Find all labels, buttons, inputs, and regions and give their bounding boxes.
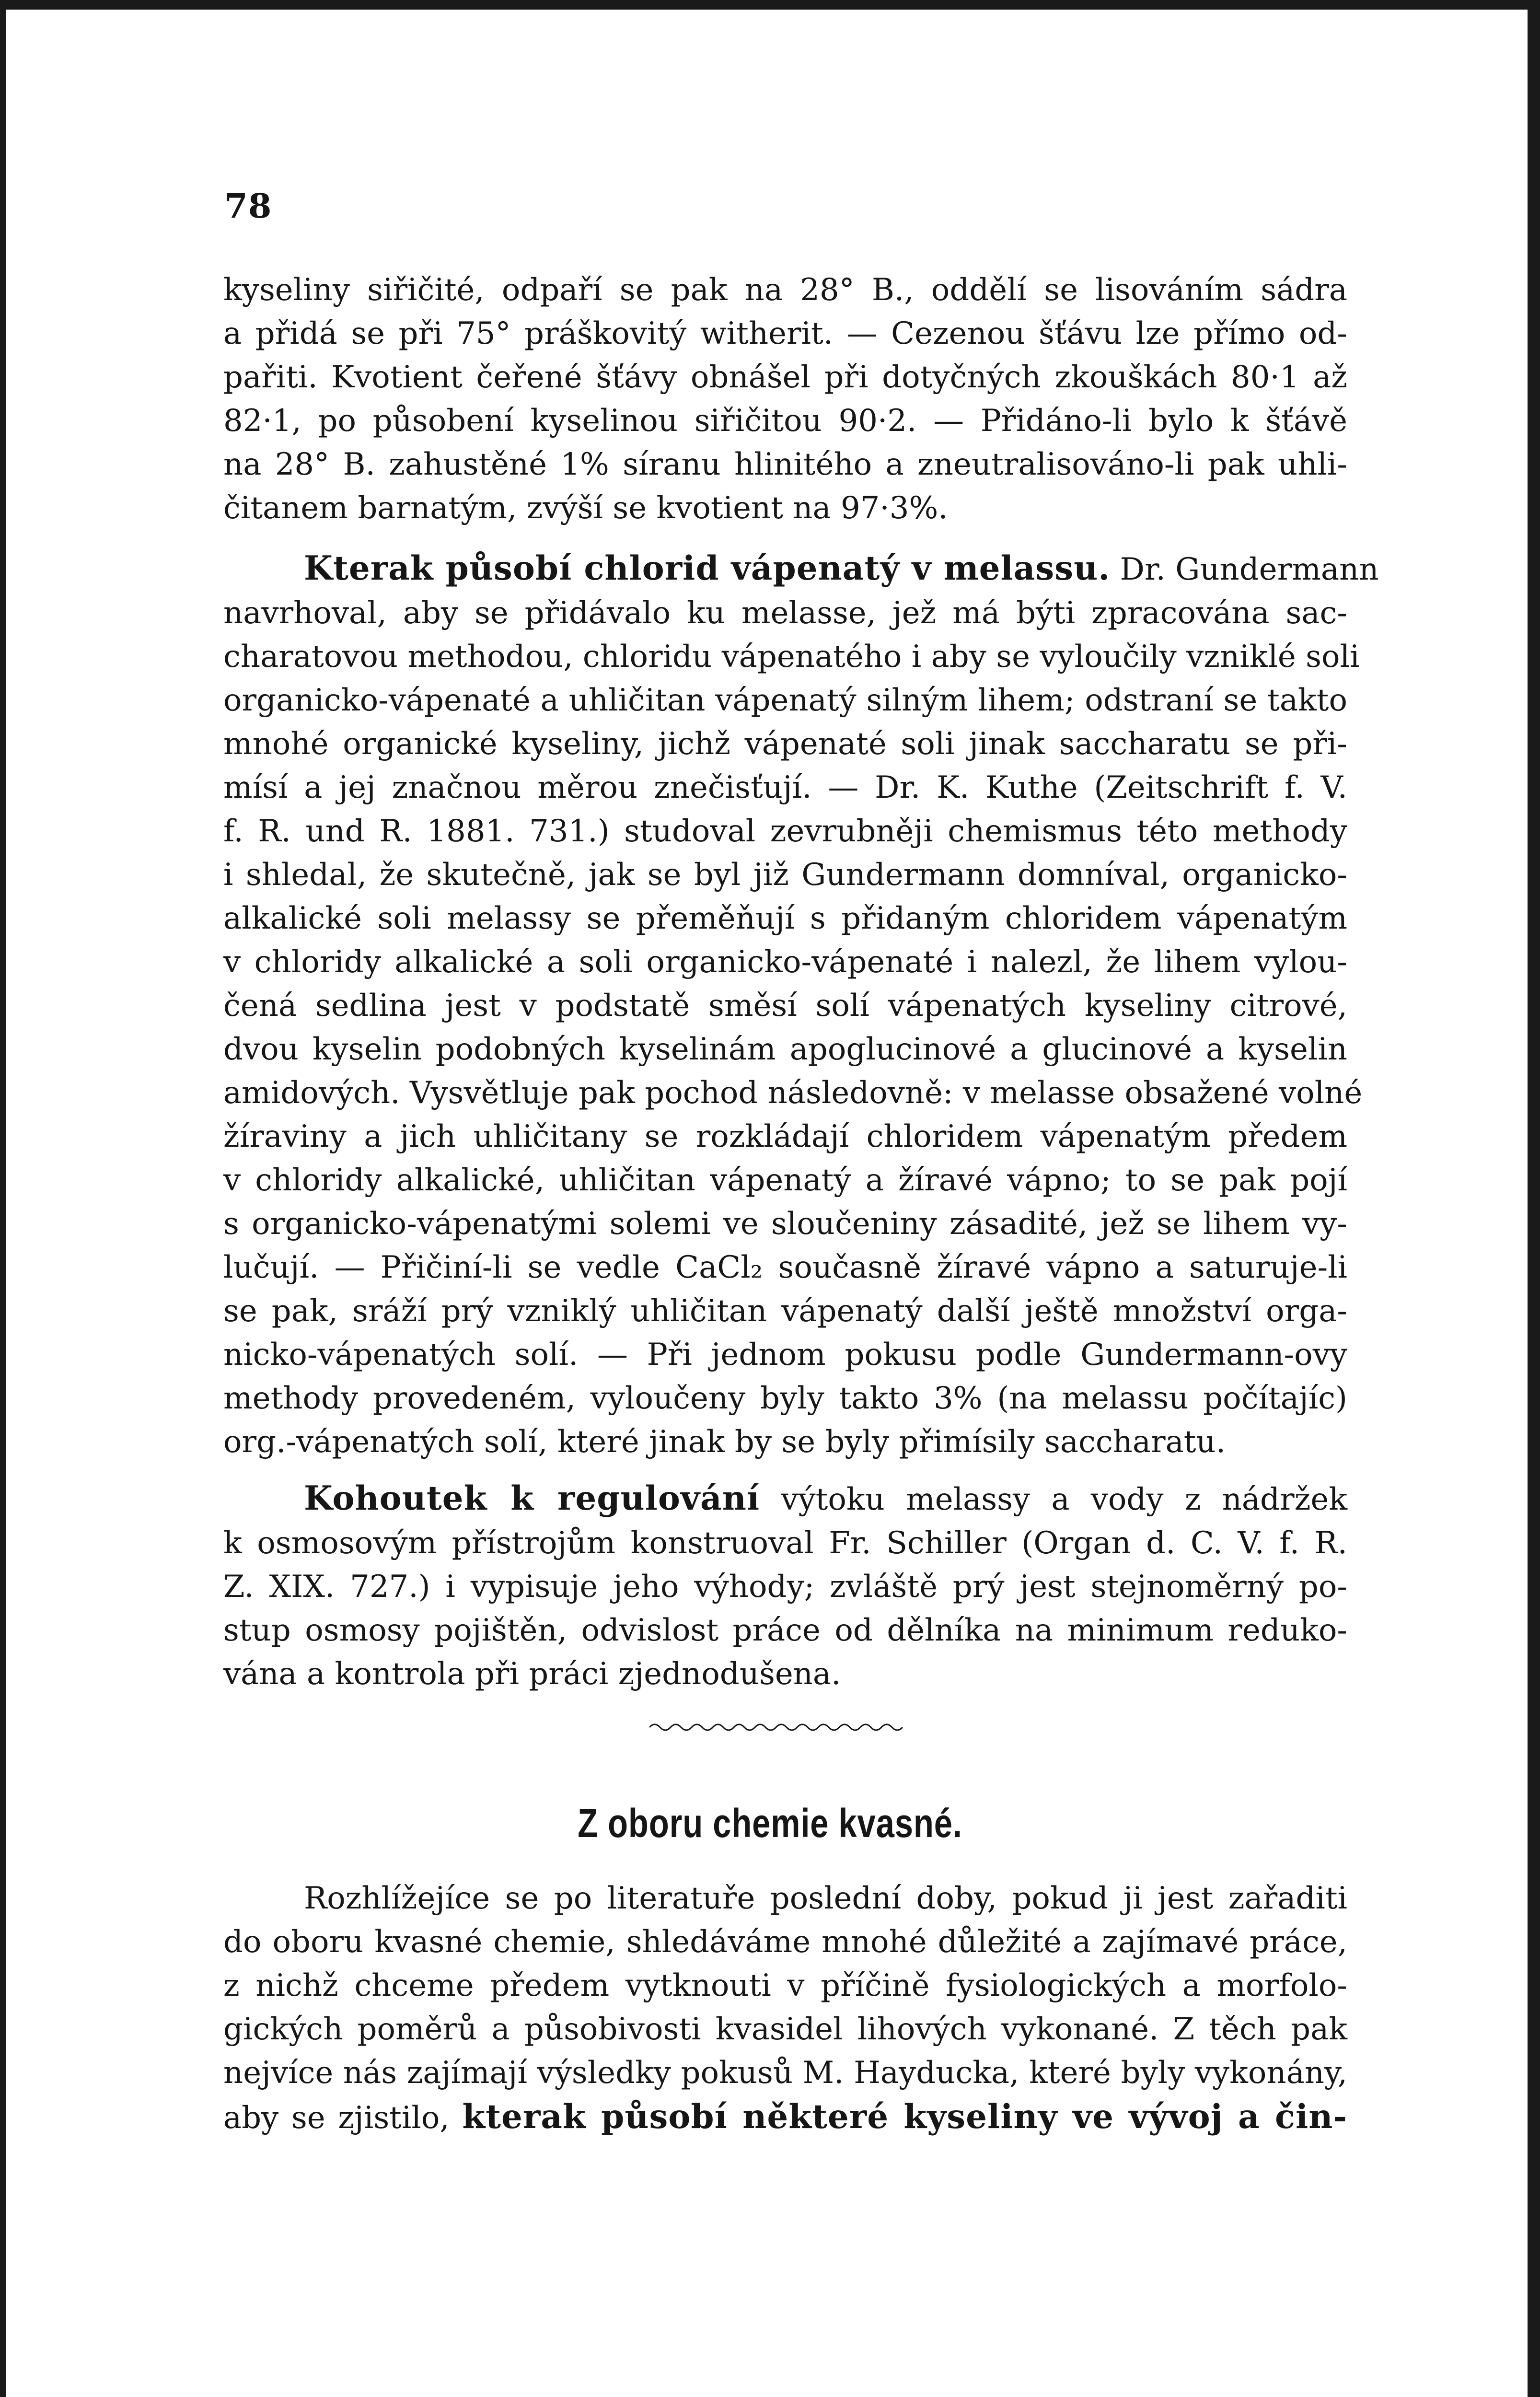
text-line: čená sedlina jest v podstatě směsí solí vápenatých kyseliny citrové, xyxy=(223,988,1347,1024)
text-line: methody provedeném, vyloučeny byly takto 3% (na melassu počítajíc) xyxy=(223,1381,1347,1416)
paragraph-4 xyxy=(223,1877,1347,2140)
text-line: pařiti. Kvotient čeřené šťávy obnášel při dotyčných zkouškách 80·1 až xyxy=(223,360,1347,395)
text-line: nicko-vápenatých solí. — Při jednom pokusu podle Gundermann-ovy xyxy=(223,1337,1347,1373)
text-line: gických poměrů a působivosti kvasidel lihových vykonané. Z těch pak xyxy=(223,2012,1347,2047)
text-line: Rozhlížejíce se po literatuře poslední doby, pokud ji jest zařaditi xyxy=(304,1881,1347,1916)
text-line: do oboru kvasné chemie, shledáváme mnohé důležité a zajímavé práce, xyxy=(223,1924,1347,1960)
text-line: žíraviny a jich uhličitany se rozkládají chloridem vápenatým předem xyxy=(223,1119,1347,1154)
text-line: org.-vápenatých solí, které jinak by se byly přimísily saccharatu. xyxy=(223,1424,1226,1460)
text-line: se pak, sráží prý vzniklý uhličitan vápenatý další ještě množství orga- xyxy=(223,1293,1347,1329)
run-in-heading: Kterak působí chlorid vápenatý v melassu. xyxy=(304,549,1111,588)
text-line: 82·1, po působení kyselinou siřičitou 90·2. — Přidáno-li bylo k šťávě xyxy=(223,403,1347,439)
text-line: v chloridy alkalické a soli organicko-vápenaté i nalezl, že lihem vylou- xyxy=(223,944,1347,980)
text-line: v chloridy alkalické, uhličitan vápenatý a žíravé vápno; to se pak pojí xyxy=(223,1163,1347,1198)
text-line: s organicko-vápenatými solemi ve sloučeniny zásadité, jež se lihem vy- xyxy=(223,1206,1347,1242)
emphasis-run: kterak působí některé kyseliny ve vývoj a čin- xyxy=(462,2097,1348,2136)
page-number: 78 xyxy=(224,186,272,226)
text-line: nejvíce nás zajímají výsledky pokusů M. Hayducka, které byly vykonány, xyxy=(223,2055,1347,2091)
wavy-divider xyxy=(649,1720,908,1734)
text-line: kyseliny siřičité, odpaří se pak na 28° B., oddělí se lisováním sádra xyxy=(223,272,1347,308)
text-line: amidových. Vysvětluje pak pochod následovně: v melasse obsažené volné xyxy=(223,1075,1363,1111)
text-run: aby se zjistilo, xyxy=(223,2100,450,2136)
section-title: Z oboru chemie kvasné. xyxy=(578,1801,962,1846)
text-line: a přidá se při 75° práškovitý witherit. — Cezenou šťávu lze přímo od- xyxy=(223,316,1347,351)
text-line: k osmosovým přístrojům konstruoval Fr. Schiller (Organ d. C. V. f. R. xyxy=(223,1525,1347,1561)
text-line: vána a kontrola při práci zjednodušena. xyxy=(223,1656,841,1692)
paragraph-2-first-line xyxy=(223,547,1379,592)
text-line: i shledal, že skutečně, jak se byl již Gundermann domníval, organicko- xyxy=(223,857,1347,893)
text-line: z nichž chceme předem vytknouti v příčině fysiologických a morfolo- xyxy=(223,1968,1347,2003)
text-line: alkalické soli melassy se přeměňují s přidaným chloridem vápenatým xyxy=(223,901,1347,936)
text-line: stup osmosy pojištěn, odvislost práce od dělníka na minimum reduko- xyxy=(223,1613,1347,1648)
text-line: lučují. — Přičiní-li se vedle CaCl₂ současně žíravé vápno a saturuje-li xyxy=(223,1250,1347,1285)
text-line: čitanem barnatým, zvýší se kvotient na 97·3%. xyxy=(223,490,948,526)
text-line: organicko-vápenaté a uhličitan vápenatý silným lihem; odstraní se takto xyxy=(223,683,1347,718)
paragraph-1 xyxy=(223,268,1347,530)
paragraph-2 xyxy=(223,547,1379,1464)
text-line: na 28° B. zahustěné 1% síranu hlinitého a zneutralisováno-li pak uhli- xyxy=(223,447,1347,482)
text-line: mísí a jej značnou měrou znečisťují. — Dr. K. Kuthe (Zeitschrift f. V. xyxy=(223,770,1347,805)
text-line: Z. XIX. 727.) i vypisuje jeho výhody; zvláště prý jest stejnoměrný po- xyxy=(223,1569,1347,1605)
text-line: navrhoval, aby se přidávalo ku melasse, jež má býti zpracována sac- xyxy=(223,595,1347,631)
text-line: mnohé organické kyseliny, jichž vápenaté soli jinak saccharatu se při- xyxy=(223,726,1347,762)
text-run: výtoku melassy a vody z nádržek xyxy=(781,1482,1347,1517)
paragraph-3 xyxy=(223,1477,1347,1696)
paragraph-3-first-line xyxy=(223,1477,1347,1522)
text-line: dvou kyselin podobných kyselinám apoglucinové a glucinové a kyselin xyxy=(223,1032,1347,1067)
text-line: f. R. und R. 1881. 731.) studoval zevrubněji chemismus této methody xyxy=(223,814,1347,849)
text-run: Dr. Gundermann xyxy=(1120,552,1379,587)
paragraph-4-last-line xyxy=(223,2095,1347,2140)
text-line: charatovou methodou, chloridu vápenatého i aby se vyloučily vzniklé soli xyxy=(223,639,1360,675)
run-in-heading: Kohoutek k regulování xyxy=(304,1479,760,1518)
